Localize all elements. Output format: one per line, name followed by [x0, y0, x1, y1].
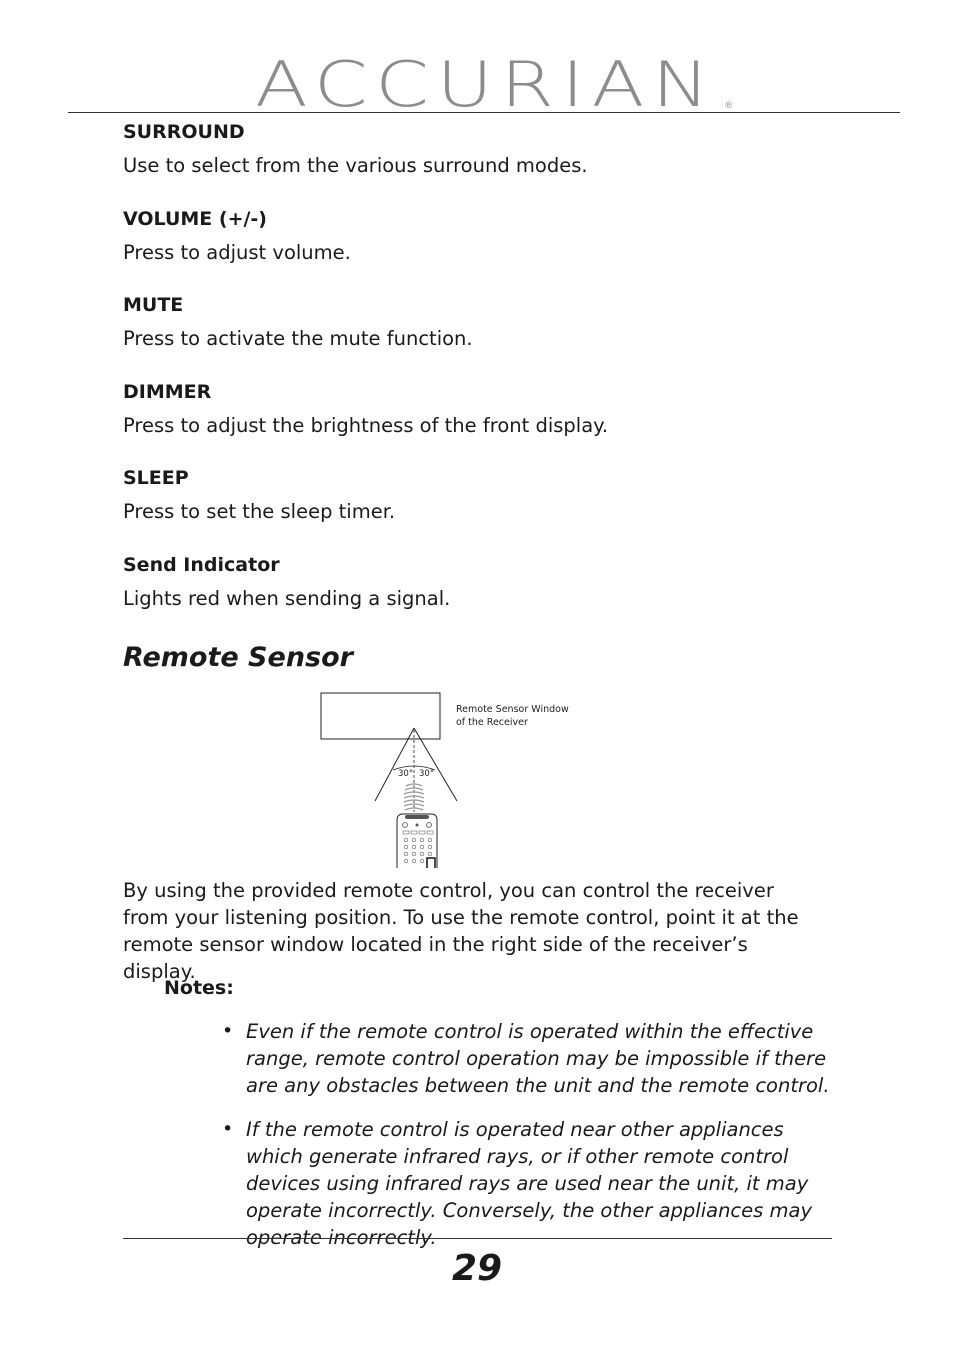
angle-right-label: 30°: [419, 769, 435, 779]
section-desc: Press to adjust volume.: [123, 241, 351, 264]
section-mute: [123, 293, 843, 351]
section-send-indicator: [123, 553, 843, 611]
section-title: SURROUND: [123, 121, 245, 143]
remote-sensor-heading: Remote Sensor: [123, 642, 353, 673]
section-dimmer: [123, 380, 843, 438]
logo-text: ACCURIAN: [255, 48, 717, 112]
section-surround: [123, 120, 843, 178]
section-title: VOLUME (+/-): [123, 208, 267, 230]
section-desc: Use to select from the various surround modes.: [123, 154, 588, 177]
section-sleep: [123, 466, 843, 524]
receiver-box: [321, 693, 440, 739]
bullet: •: [222, 1118, 234, 1140]
remote-sensor-paragraph: By using the provided remote control, you can control the receiver from your listening position. To use the remote control, point it at the remote sensor window located in the right side of the receiver’s display.: [123, 879, 799, 983]
note-item: [222, 1018, 832, 1099]
section-title: Send Indicator: [123, 554, 280, 576]
section-desc: Lights red when sending a signal.: [123, 587, 451, 610]
section-title: DIMMER: [123, 381, 212, 403]
sensor-window-label-line2: of the Receiver: [456, 717, 528, 728]
note-text: Even if the remote control is operated within the effective range, remote control operation may be impossible if there are any obstacles between the unit and the remote control.: [246, 1020, 830, 1097]
note-item: [222, 1116, 832, 1251]
note-text: If the remote control is operated near other appliances which generate infrared rays, or if other remote control devices using infrared rays are used near the unit, it may operate incorrectly. Conversely, the other appliances may operate incorrectly.: [246, 1118, 812, 1249]
section-desc: Press to activate the mute function.: [123, 327, 473, 350]
remote-control-icon: [397, 814, 437, 868]
section-volume: [123, 207, 843, 265]
footer-divider: [123, 1238, 832, 1239]
accurian-logo: [255, 44, 735, 112]
registered-mark: ®: [724, 101, 733, 111]
header-divider: [68, 112, 900, 113]
sensor-window-label-line1: Remote Sensor Window: [456, 704, 569, 715]
section-title: SLEEP: [123, 467, 189, 489]
page-number: 29: [451, 1248, 503, 1289]
remote-sensor-diagram: [318, 690, 588, 872]
notes-title: Notes:: [164, 977, 234, 999]
section-title: MUTE: [123, 294, 184, 316]
section-desc: Press to adjust the brightness of the front display.: [123, 414, 609, 437]
bullet: •: [222, 1020, 234, 1042]
angle-left-label: 30°: [398, 769, 414, 779]
section-desc: Press to set the sleep timer.: [123, 500, 396, 523]
